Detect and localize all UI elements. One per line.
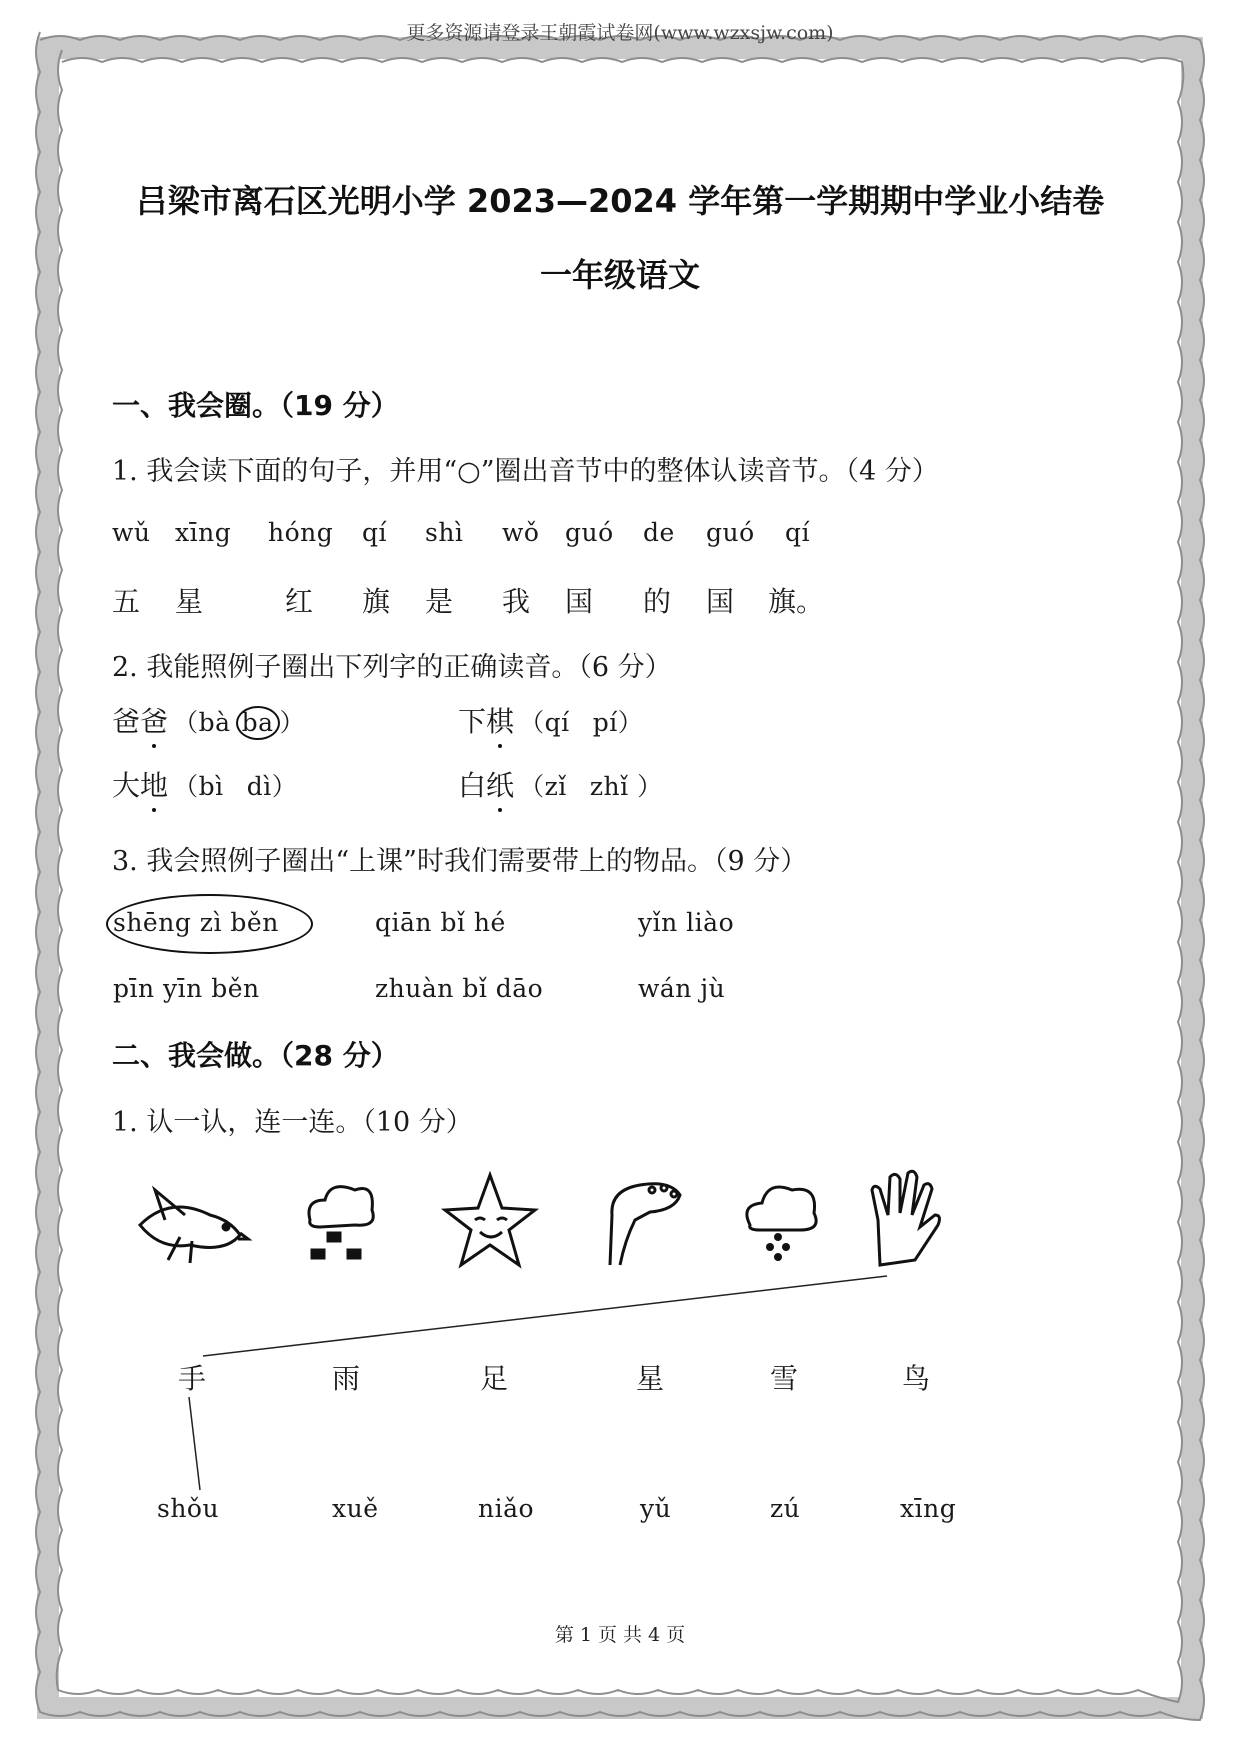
section-2-heading: 二、我会做。（28 分）	[112, 1039, 399, 1072]
page-footer: 第 1 页 共 4 页	[554, 1624, 686, 1646]
q2-option-a[interactable]: （qí	[519, 708, 570, 737]
q2-word-char-a: 大	[112, 769, 141, 802]
pinyin-syllable[interactable]: de	[643, 518, 675, 547]
q2-close: ）	[279, 708, 306, 737]
section-1-heading: 一、我会圈。（19 分）	[112, 389, 399, 422]
q2-word-char-a: 下	[458, 705, 487, 738]
q3-prompt: 3. 我会照例子圈出“上课”时我们需要带上的物品。（9 分）	[112, 846, 808, 877]
match-pinyin[interactable]: shǒu	[157, 1494, 220, 1523]
hanzi-char: 旗。	[768, 585, 825, 618]
q3-item-2[interactable]: qiān bǐ hé	[375, 908, 506, 937]
q2-word-char-b: 地	[140, 764, 168, 804]
pinyin-syllable[interactable]: wǔ	[112, 518, 151, 547]
match-pinyin[interactable]: niǎo	[478, 1494, 535, 1523]
exam-subtitle: 一年级语文	[539, 256, 700, 294]
match-character[interactable]: 雨	[332, 1362, 361, 1395]
q3-item-6[interactable]: wán jù	[638, 974, 726, 1003]
match-character[interactable]: 星	[636, 1362, 665, 1395]
hanzi-char: 我	[502, 585, 531, 618]
q2-word-char-b: 棋	[486, 700, 514, 740]
s2-q1-prompt: 1. 认一认，连一连。（10 分）	[112, 1107, 473, 1138]
q3-item-4[interactable]: pīn yīn běn	[113, 974, 260, 1003]
q2-word-char-b: 纸	[486, 764, 514, 804]
hanzi-char: 国	[565, 585, 594, 618]
q2-option-b[interactable]: zhǐ ）	[589, 772, 663, 801]
q2-option-a[interactable]: （zǐ	[519, 772, 567, 801]
q2-option-a[interactable]: （bì	[173, 772, 224, 801]
match-character[interactable]: 雪	[770, 1362, 799, 1395]
q2-prompt: 2. 我能照例子圈出下列字的正确读音。（6 分）	[112, 652, 672, 683]
hanzi-char: 星	[175, 585, 204, 618]
pinyin-syllable[interactable]: qí	[362, 518, 387, 547]
match-pinyin[interactable]: zú	[770, 1494, 801, 1523]
hanzi-char: 旗	[362, 585, 391, 618]
hanzi-char: 的	[643, 585, 672, 618]
pinyin-syllable[interactable]: guó	[565, 518, 614, 547]
pinyin-syllable[interactable]: qí	[785, 518, 810, 547]
match-character[interactable]: 鸟	[902, 1362, 931, 1395]
watermark: 更多资源请登录王朝霞试卷网(www.wzxsjw.com)	[406, 22, 834, 44]
pinyin-syllable[interactable]: shì	[425, 518, 464, 547]
hanzi-char: 是	[425, 585, 454, 618]
hanzi-char: 五	[112, 585, 141, 618]
match-pinyin[interactable]: yǔ	[640, 1494, 672, 1523]
connect-line-hand	[203, 1276, 887, 1356]
q1-prompt: 1. 我会读下面的句子，并用“○”圈出音节中的整体认读音节。（4 分）	[112, 456, 939, 487]
pinyin-syllable[interactable]: xīng	[175, 518, 232, 547]
match-pinyin[interactable]: xuě	[332, 1494, 379, 1523]
q3-item-5[interactable]: zhuàn bǐ dāo	[375, 974, 544, 1003]
q2-word-char-a: 爸	[112, 705, 141, 738]
match-character[interactable]: 足	[480, 1362, 509, 1395]
match-character[interactable]: 手	[178, 1362, 207, 1395]
q2-option-a: （bà	[173, 708, 231, 737]
q3-item-1[interactable]: shēng zì běn	[113, 908, 279, 937]
hanzi-char: 红	[285, 585, 314, 618]
q2-option-b[interactable]: dì）	[246, 772, 298, 801]
q2-option-b[interactable]: pí）	[592, 708, 644, 737]
q2-word-char-a: 白	[458, 769, 487, 802]
pinyin-syllable[interactable]: hóng	[268, 518, 334, 547]
connect-line-shou	[189, 1397, 200, 1490]
pinyin-syllable[interactable]: guó	[706, 518, 755, 547]
exam-title: 吕梁市离石区光明小学 2023—2024 学年第一学期期中学业小结卷	[135, 182, 1105, 220]
q3-item-3[interactable]: yǐn liào	[638, 908, 735, 937]
pinyin-syllable[interactable]: wǒ	[502, 518, 540, 547]
q2-word-char-b: 爸	[140, 700, 168, 740]
q2-circled-option[interactable]: ba	[236, 706, 280, 740]
hanzi-char: 国	[706, 585, 735, 618]
match-pinyin[interactable]: xīng	[900, 1494, 957, 1523]
